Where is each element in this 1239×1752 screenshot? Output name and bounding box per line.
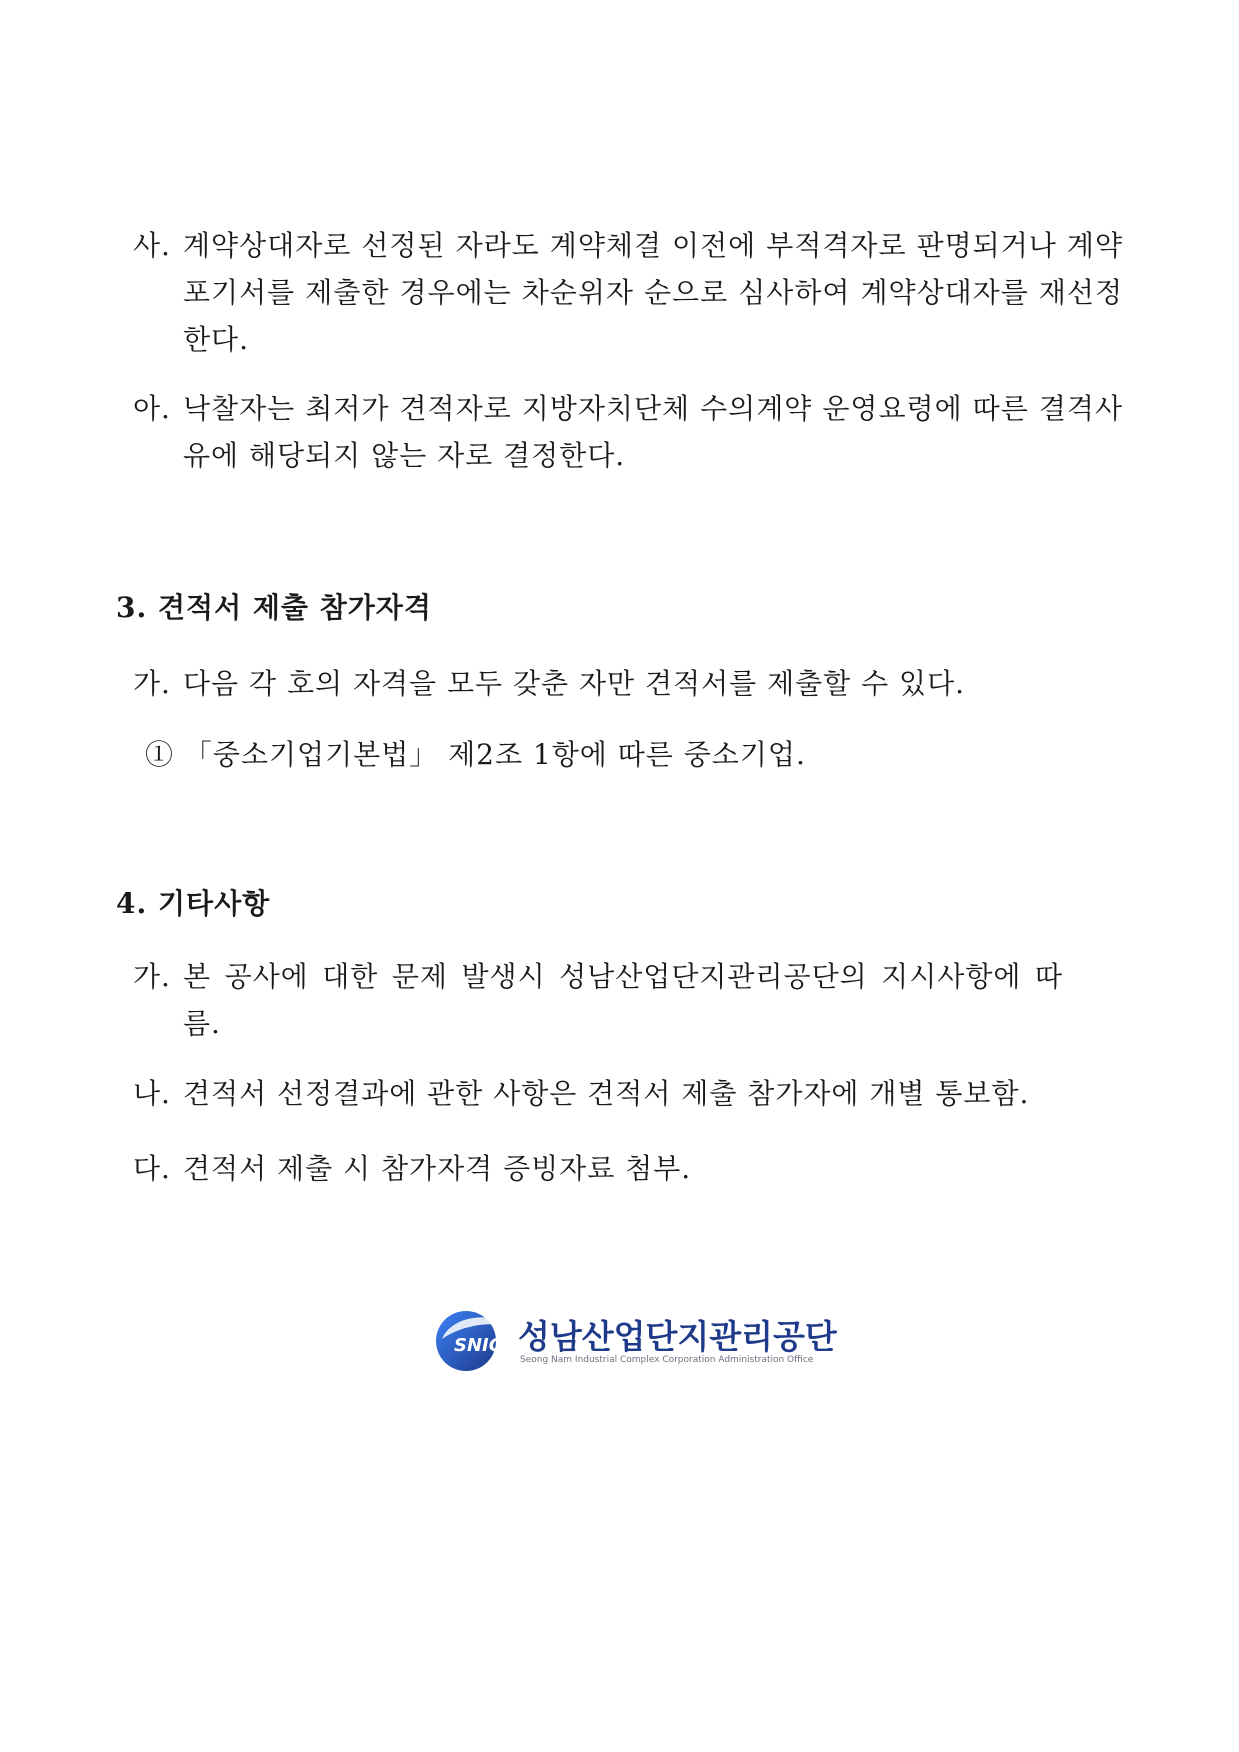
organization-name-en: Seong Nam Industrial Complex Corporation Administration Office	[520, 1355, 814, 1365]
clause-ga-s3	[133, 660, 1123, 707]
clause-text: 낙찰자는 최저가 견적자로 지방자치단체 수의계약 운영요령에 따른 결격사유에 해당되지 않는 자로 결정한다.	[183, 392, 1123, 472]
clause-text: 견적서 제출 시 참가자격 증빙자료 첨부.	[183, 1152, 692, 1185]
clause-da-s4	[133, 1145, 1123, 1192]
sub-clause-1: ① 「중소기업기본법」 제2조 1항에 따른 중소기업.	[145, 738, 806, 771]
organization-name: 성남산업단지관리공단	[518, 1317, 837, 1356]
clause-ga-s4	[133, 953, 1123, 1047]
clause-text: 본 공사에 대한 문제 발생시 성남산업단지관리공단의 지시사항에 따름.	[183, 960, 1063, 1040]
clause-marker: 나.	[133, 1077, 171, 1110]
section-4-heading: 4. 기타사항	[116, 887, 271, 920]
clause-marker: 가.	[133, 667, 171, 700]
clause-marker: 다.	[133, 1152, 171, 1185]
snic-emblem-icon	[432, 1305, 516, 1375]
clause-sa	[133, 222, 1123, 363]
clause-marker: 사.	[133, 229, 171, 262]
organization-logo	[432, 1305, 837, 1385]
clause-text: 다음 각 호의 자격을 모두 갖춘 자만 견적서를 제출할 수 있다.	[183, 667, 966, 700]
clause-text: 견적서 선정결과에 관한 사항은 견적서 제출 참가자에 개별 통보함.	[183, 1077, 1030, 1110]
section-3-heading: 3. 견적서 제출 참가자격	[116, 591, 432, 624]
clause-marker: 아.	[133, 392, 171, 425]
clause-a	[133, 385, 1123, 479]
clause-marker: 가.	[133, 960, 171, 993]
emblem-mark: SNIC	[454, 1335, 502, 1356]
clause-na-s4	[133, 1070, 1123, 1117]
clause-text: 계약상대자로 선정된 자라도 계약체결 이전에 부적격자로 판명되거나 계약포기서를 제출한 경우에는 차순위자 순으로 심사하여 계약상대자를 재선정 한다.	[183, 229, 1123, 356]
